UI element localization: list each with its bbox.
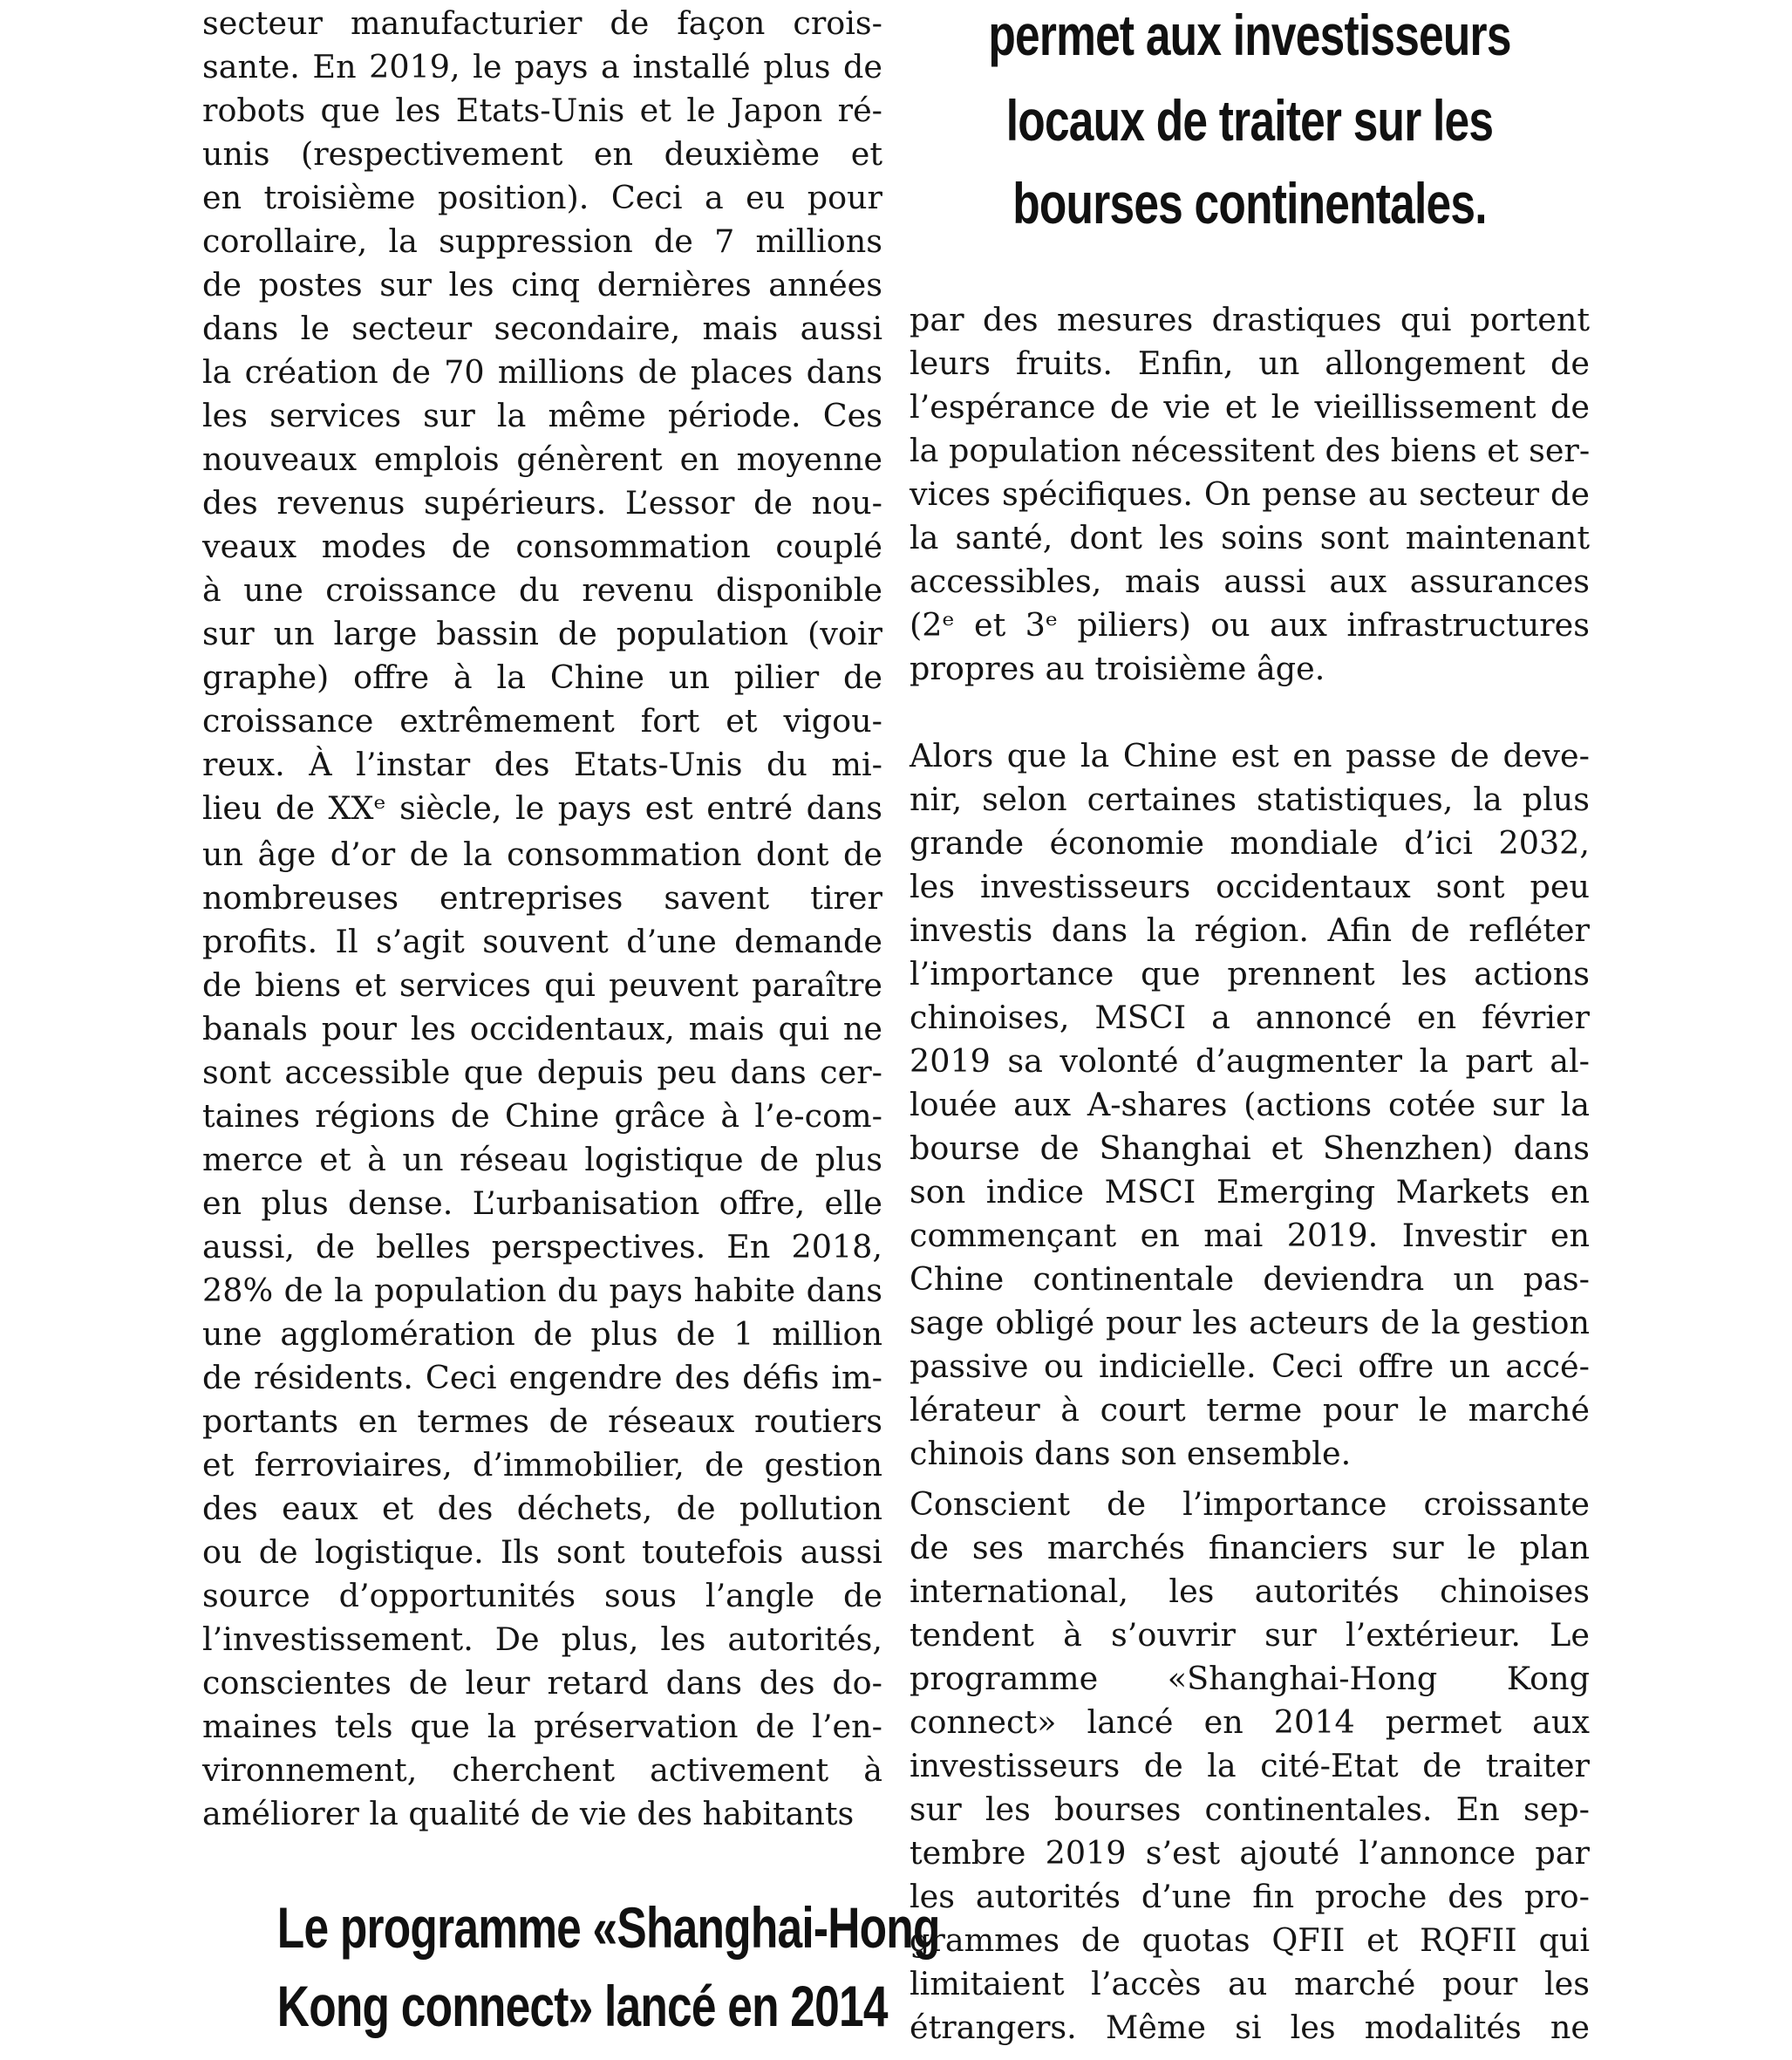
text-line: la création de 70 millions de places dans xyxy=(202,353,882,391)
text-line: en troisième position). Ceci a eu pour xyxy=(202,179,882,216)
text-line: veaux modes de consommation couplé xyxy=(202,528,882,565)
text-line: merce et à un réseau logistique de plus xyxy=(202,1141,882,1178)
text-line: programme «Shanghai-Hong Kong xyxy=(910,1660,1590,1697)
text-line: louée aux A-shares (actions cotée sur la xyxy=(910,1086,1590,1123)
text-line: leurs fruits. Enfin, un allongement de xyxy=(910,344,1590,382)
text-line: investis dans la région. Afin de refléter xyxy=(910,911,1590,949)
pull-quote-line: bourses continentales. xyxy=(1012,171,1487,235)
text-line: des eaux et des déchets, de pollution xyxy=(202,1490,882,1527)
text-line: taines régions de Chine grâce à l’e-com- xyxy=(202,1097,882,1135)
text-line: les investisseurs occidentaux sont peu xyxy=(910,868,1590,905)
text-line: propres au troisième âge. xyxy=(910,650,1325,687)
text-line: sont accessible que depuis peu dans cer- xyxy=(202,1054,882,1091)
text-line: vironnement, cherchent activement à xyxy=(202,1751,882,1789)
pull-quote-line: permet aux investisseurs xyxy=(988,3,1511,67)
text-line: portants en termes de réseaux routiers xyxy=(202,1402,882,1440)
text-line: international, les autorités chinoises xyxy=(910,1572,1590,1610)
text-line: améliorer la qualité de vie des habitants xyxy=(202,1795,855,1832)
text-line: limitaient l’accès au marché pour les xyxy=(910,1965,1590,2002)
text-line: chinoises, MSCI a annoncé en février xyxy=(910,999,1590,1036)
text-line: l’espérance de vie et le vieillissement de xyxy=(910,388,1590,426)
text-line: une agglomération de plus de 1 million xyxy=(202,1315,882,1353)
text-line: de postes sur les cinq dernières années xyxy=(202,266,882,304)
text-line: lieu de XXᵉ siècle, le pays est entré dans xyxy=(202,789,882,827)
text-line: Conscient de l’importance croissante xyxy=(910,1485,1590,1523)
text-line: aussi, de belles perspectives. En 2018, xyxy=(202,1228,882,1265)
text-line: unis (respectivement en deuxième et xyxy=(202,135,882,173)
text-line: source d’opportunités sous l’angle de xyxy=(202,1577,882,1614)
text-line: ou de logistique. Ils sont toutefois aussi xyxy=(202,1533,882,1571)
text-line: banals pour les occidentaux, mais qui ne xyxy=(202,1010,882,1047)
text-line: nouveaux emplois génèrent en moyenne xyxy=(202,440,882,478)
pull-quote-bottom xyxy=(202,1884,940,2058)
text-line: Chine continentale deviendra un pas- xyxy=(910,1260,1590,1298)
text-line: la santé, dont les soins sont maintenant xyxy=(910,519,1590,556)
text-line: profits. Il s’agit souvent d’une demande xyxy=(202,923,882,960)
text-line: dans le secteur secondaire, mais aussi xyxy=(202,310,882,347)
text-line: grande économie mondiale d’ici 2032, xyxy=(910,824,1590,862)
pull-quote-line: Le programme «Shanghai-Hong xyxy=(276,1895,940,1960)
text-line: nir, selon certaines statistiques, la plus xyxy=(910,781,1590,818)
text-line: tembre 2019 s’est ajouté l’annonce par xyxy=(910,1834,1590,1872)
text-line: la population nécessitent des biens et ser- xyxy=(910,432,1591,469)
text-line: les services sur la même période. Ces xyxy=(202,397,882,434)
pull-quote-top xyxy=(910,0,1590,235)
text-line: (2ᵉ et 3ᵉ piliers) ou aux infrastructures xyxy=(910,606,1590,644)
text-line: vices spécifiques. On pense au secteur de xyxy=(910,475,1590,513)
text-line: croissance extrêmement fort et vigou- xyxy=(202,702,882,740)
text-line: des revenus supérieurs. L’essor de nou- xyxy=(202,484,882,522)
text-line: robots que les Etats-Unis et le Japon ré- xyxy=(202,92,882,129)
text-line: corollaire, la suppression de 7 millions xyxy=(202,222,882,260)
text-line: 2019 sa volonté d’augmenter la part al- xyxy=(910,1042,1590,1080)
text-line: Alors que la Chine est en passe de deve- xyxy=(910,737,1590,774)
text-line: tendent à s’ouvrir sur l’extérieur. Le xyxy=(910,1616,1590,1654)
text-line: de biens et services qui peuvent paraître xyxy=(202,966,882,1004)
text-line: l’importance que prennent les actions xyxy=(910,955,1590,992)
text-line: sur un large bassin de population (voir xyxy=(202,615,882,652)
text-line: sur les bourses continentales. En sep- xyxy=(910,1791,1590,1828)
text-line: en plus dense. L’urbanisation offre, elle xyxy=(202,1184,882,1222)
text-line: graphe) offre à la Chine un pilier de xyxy=(202,658,882,696)
text-line: de résidents. Ceci engendre des défis im- xyxy=(202,1359,882,1396)
text-line: nombreuses entreprises savent tirer xyxy=(202,879,882,917)
text-line: un âge d’or de la consommation dont de xyxy=(202,836,882,873)
text-line: sage obligé pour les acteurs de la gestion xyxy=(910,1304,1590,1341)
text-line: chinois dans son ensemble. xyxy=(910,1435,1352,1472)
text-line: grammes de quotas QFII et RQFII qui xyxy=(910,1921,1590,1959)
text-line: les autorités d’une fin proche des pro- xyxy=(910,1878,1590,1915)
text-line: bourse de Shanghai et Shenzhen) dans xyxy=(910,1129,1590,1167)
text-line: reux. À l’instar des Etats-Unis du mi- xyxy=(202,746,882,783)
text-line: passive ou indicielle. Ceci offre un accé- xyxy=(910,1347,1590,1385)
pull-quote-line: locaux de traiter sur les xyxy=(1005,88,1494,153)
text-line: par des mesures drastiques qui portent xyxy=(910,301,1590,338)
text-line: investisseurs de la cité-Etat de traiter xyxy=(910,1747,1590,1784)
text-line: et ferroviaires, d’immobilier, de gestion xyxy=(202,1446,882,1484)
text-line: à une croissance du revenu disponible xyxy=(202,571,882,609)
text-line: de ses marchés financiers sur le plan xyxy=(910,1529,1590,1566)
text-line: sante. En 2019, le pays a installé plus de xyxy=(202,48,882,85)
text-line: accessibles, mais aussi aux assurances xyxy=(910,563,1590,600)
text-line: lérateur à court terme pour le marché xyxy=(910,1391,1590,1429)
pull-quote-line: Kong connect» lancé en 2014 xyxy=(276,1974,888,2038)
text-line: maines tels que la préservation de l’en- xyxy=(202,1708,882,1745)
text-line: commençant en mai 2019. Investir en xyxy=(910,1217,1590,1254)
text-line: connect» lancé en 2014 permet aux xyxy=(910,1703,1590,1741)
text-line: 28% de la population du pays habite dans xyxy=(202,1272,882,1309)
text-line: l’investissement. De plus, les autorités, xyxy=(202,1620,882,1658)
text-line: conscientes de leur retard dans des do- xyxy=(202,1664,882,1702)
text-line: étrangers. Même si les modalités ne xyxy=(910,2009,1590,2046)
text-line: secteur manufacturier de façon crois- xyxy=(202,4,882,42)
text-line: son indice MSCI Emerging Markets en xyxy=(910,1173,1590,1211)
